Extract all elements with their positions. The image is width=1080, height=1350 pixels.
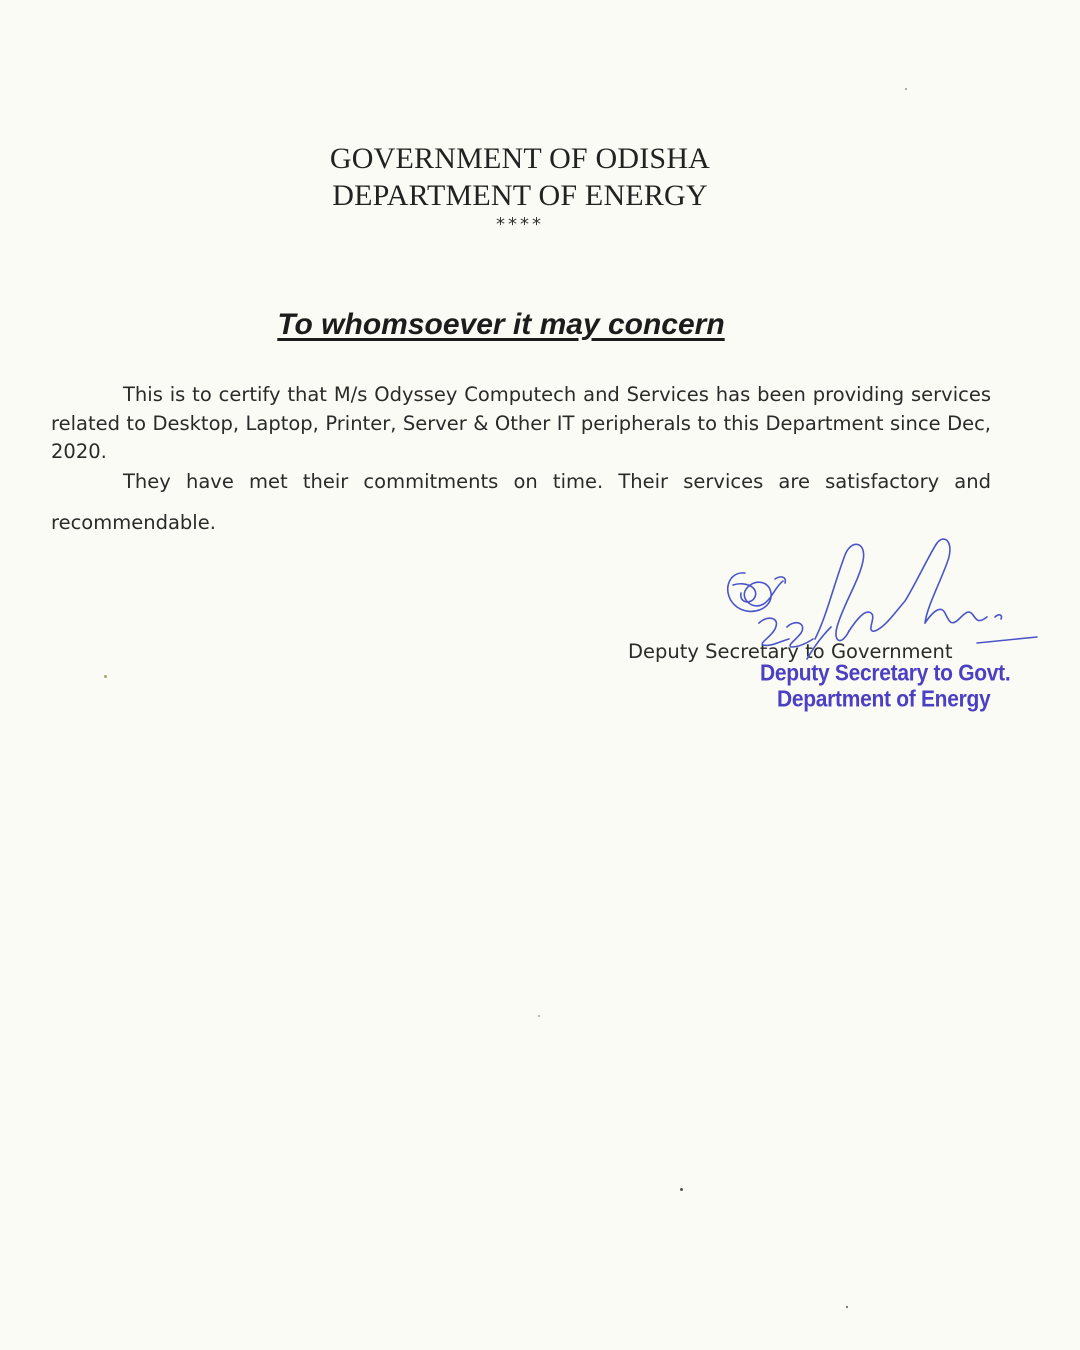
- paper-speck: [104, 675, 107, 678]
- commitment-paragraph: They have met their commitments on time. Their services are satisfactory and: [123, 470, 991, 493]
- handwritten-signature: [715, 535, 1045, 670]
- paper-speck: [680, 1188, 683, 1191]
- stamp-designation: Deputy Secretary to Govt.: [760, 661, 1011, 686]
- paper-speck: [538, 1015, 540, 1017]
- paper-speck: [846, 1306, 848, 1308]
- stamp-department: Department of Energy: [777, 687, 991, 712]
- commitment-paragraph-end: recommendable.: [51, 511, 216, 534]
- paper-speck: [905, 88, 907, 90]
- subject-heading: To whomsoever it may concern: [277, 308, 725, 341]
- header-department: DEPARTMENT OF ENERGY: [332, 179, 708, 212]
- header-government: GOVERNMENT OF ODISHA: [329, 142, 711, 175]
- certification-paragraph: This is to certify that M/s Odyssey Computech and Services has been providing services related to Desktop, Laptop, Printer, Server & Other IT peripherals to this Department since Dec, 2020.: [51, 383, 991, 463]
- header-separator: ****: [496, 214, 544, 235]
- signatory-title: Deputy Secretary to Government: [628, 640, 953, 663]
